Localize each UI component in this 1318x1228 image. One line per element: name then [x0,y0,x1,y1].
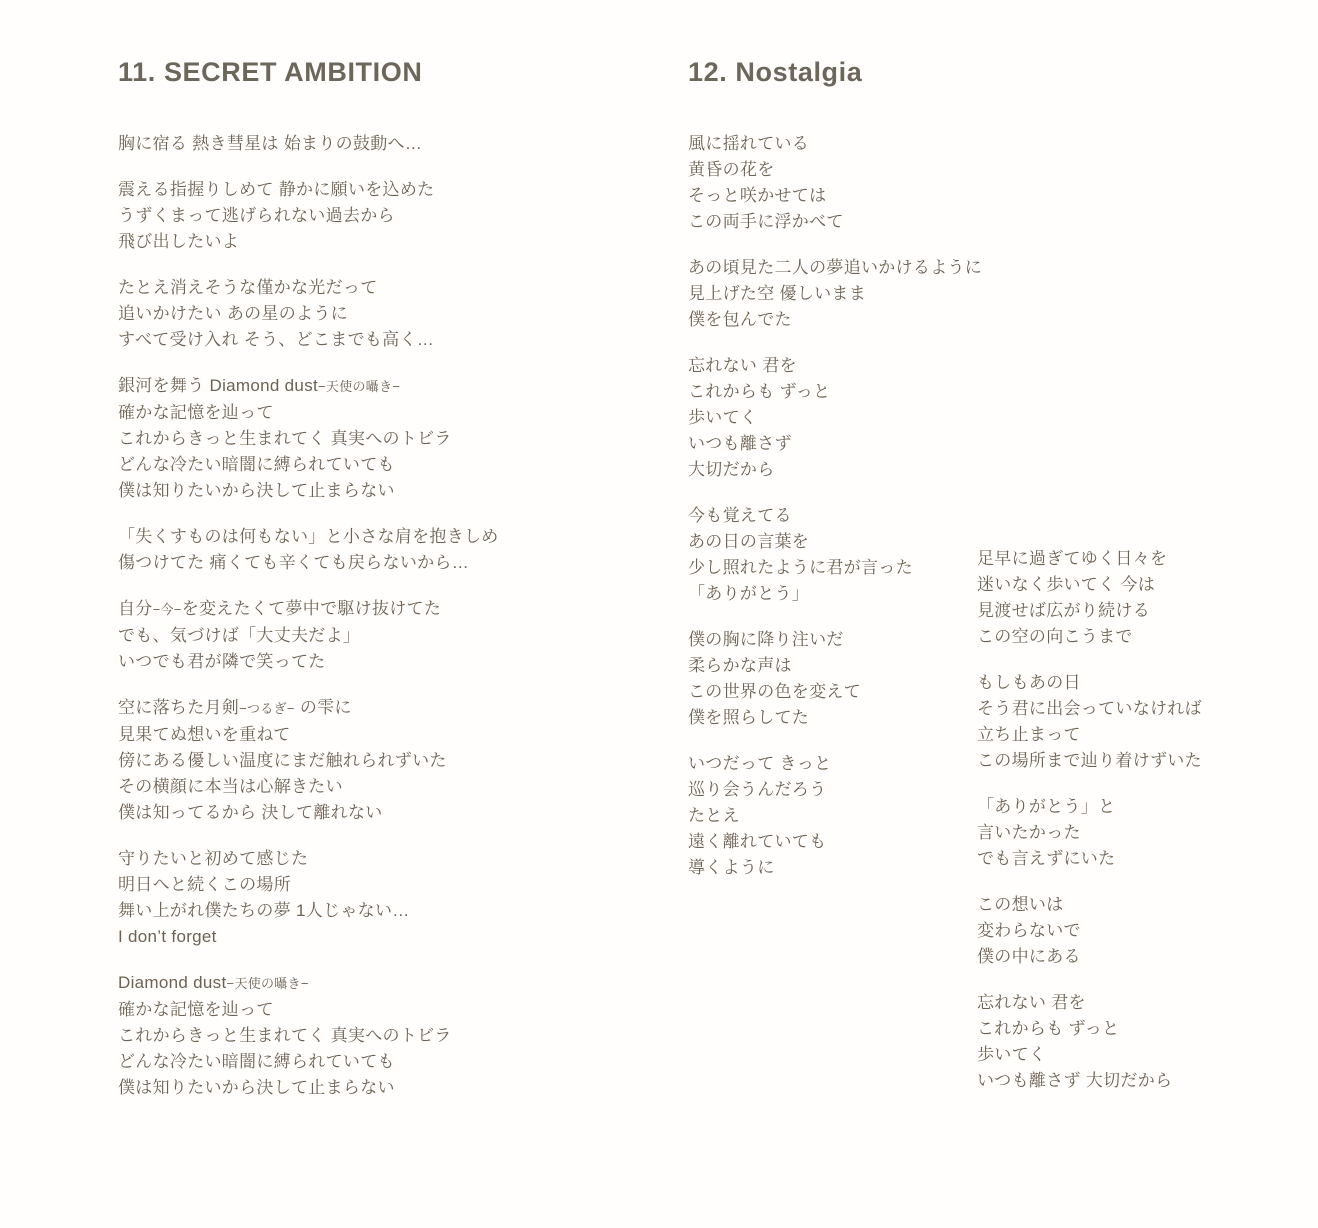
lyric-text: でも言えずにいた [977,849,1116,868]
lyric-text: いつも離さず [688,434,792,453]
lyric-line [118,301,518,327]
stanza [977,670,1318,774]
song-12-title: 12. Nostalgia [688,57,863,87]
lyric-line [688,555,998,581]
stanza [977,892,1318,970]
lyric-text: 巡り会うんだろう [688,780,827,799]
stanza [118,131,518,157]
lyric-line [977,918,1318,944]
lyric-line [688,529,998,555]
lyric-text: そっと咲かせては [688,186,827,205]
lyric-line [977,670,1318,696]
lyric-text: 風に揺れている [688,134,810,153]
lyric-text: 言いたかった [977,823,1081,842]
stanza [118,846,518,950]
lyric-text: 「失くすものは何もない」と小さな肩を抱きしめ [118,527,499,546]
song-12-lyrics-right [977,546,1318,1094]
lyric-text: を変えたくて夢中で駆け抜けてた [181,599,442,618]
stanza [118,373,518,504]
lyric-line [688,353,998,379]
lyric-text: これからも ずっと [688,382,831,401]
stanza [118,970,518,1101]
lyric-line [118,426,518,452]
lyric-line [118,275,518,301]
lyric-line [118,722,518,748]
lyric-text: 僕の胸に降り注いだ [688,630,844,649]
lyric-text: いつでも君が隣で笑ってた [118,652,326,671]
lyric-line [977,1016,1318,1042]
lyric-line [688,503,998,529]
song-11-column [118,57,518,1101]
lyric-text: これからきっと生まれてく 真実へのトビラ [118,1026,452,1045]
lyric-text: あの日の言葉を [688,532,810,551]
lyric-text: 僕は知ってるから 決して離れない [118,803,383,822]
lyric-text: 飛び出したいよ [118,232,240,251]
lyric-text: 黄昏の花を [688,160,775,179]
lyric-text: 導くように [688,858,775,877]
lyric-text: 僕を包んでた [688,310,792,329]
lyric-text: この世界の色を変えて [688,682,861,701]
song-12-column-right [977,546,1318,1094]
lyric-line [118,695,518,722]
song-12-column-left [688,57,998,881]
lyric-line [118,1023,518,1049]
lyric-text: この想いは [977,895,1064,914]
stanza [688,255,998,333]
lyric-text: この両手に浮かべて [688,212,844,231]
lyric-text: 大切だから [688,460,775,479]
lyric-line [977,624,1318,650]
lyric-text: 忘れない 君を [977,993,1086,1012]
lyric-text: 震える指握りしめて 静かに願いを込めた [118,180,435,199]
lyric-line [688,379,998,405]
lyric-line [977,944,1318,970]
lyric-text: 立ち止まって [977,725,1081,744]
stanza [688,627,998,731]
lyric-line [977,990,1318,1016]
lyric-text: 見果てぬ想いを重ねて [118,725,291,744]
lyric-text: 明日へと続くこの場所 [118,875,291,894]
lyric-line [688,829,998,855]
lyric-line [118,1075,518,1101]
lyric-text: もしもあの日 [977,673,1081,692]
lyric-line [118,131,518,157]
lyric-text: I don’t forget [118,927,217,946]
lyric-line [688,627,998,653]
song-12-lyrics-left [688,131,998,881]
lyric-line [118,970,518,997]
lyric-line [977,820,1318,846]
lyric-line [118,550,518,576]
annotation-small-text: −天使の囁き− [226,976,309,991]
lyric-text: 確かな記憶を辿って [118,1000,274,1019]
lyric-text: 迷いなく歩いてく 今は [977,575,1156,594]
lyric-text: 忘れない 君を [688,356,797,375]
lyric-line [118,872,518,898]
lyric-text: 今も覚えてる [688,506,792,525]
lyric-text: この場所まで辿り着けずいた [977,751,1202,770]
stanza [688,503,998,607]
lyric-text: 少し照れたように君が言った [688,558,913,577]
stanza [118,177,518,255]
lyric-line [688,705,998,731]
lyric-line [118,649,518,675]
lyric-line [118,400,518,426]
lyric-line [688,431,998,457]
lyric-line [688,777,998,803]
lyric-line [977,748,1318,774]
lyric-line [688,255,998,281]
lyric-text: 傍にある優しい温度にまだ触れられずいた [118,751,447,770]
lyric-line [688,803,998,829]
annotation-small-text: −天使の囁き− [318,379,401,394]
stanza [688,751,998,881]
lyric-text: この空の向こうまで [977,627,1133,646]
lyric-text: これからきっと生まれてく 真実へのトビラ [118,429,452,448]
lyric-line [977,892,1318,918]
lyric-text: たとえ消えそうな僅かな光だって [118,278,378,297]
lyric-line [688,209,998,235]
lyric-line [118,748,518,774]
lyric-text: 銀河を舞う Diamond dust [118,376,319,395]
lyric-text: たとえ [688,806,740,825]
lyric-text: 僕の中にある [977,947,1081,966]
lyric-line [118,898,518,924]
lyric-line [118,623,518,649]
lyric-text: 空に落ちた月剣 [118,698,240,717]
lyric-line [118,800,518,826]
lyric-line [118,774,518,800]
lyric-text: あの頃見た二人の夢追いかけるように [688,258,983,277]
song-11-title: 11. SECRET AMBITION [118,57,423,87]
lyric-text: 確かな記憶を辿って [118,403,274,422]
lyric-line [977,846,1318,872]
lyric-line [977,722,1318,748]
lyric-line [977,1042,1318,1068]
lyric-line [688,679,998,705]
lyric-text: これからも ずっと [977,1019,1120,1038]
stanza [118,524,518,576]
lyric-line [977,794,1318,820]
lyric-text: いつだって きっと [688,754,832,773]
lyric-text: 舞い上がれ僕たちの夢 1人じゃない… [118,901,410,920]
lyric-text: 僕を照らしてた [688,708,810,727]
lyric-text: 見上げた空 優しいまま [688,284,867,303]
lyric-line [118,846,518,872]
lyric-line [977,546,1318,572]
lyric-text: 追いかけたい あの星のように [118,304,348,323]
lyric-line [118,1049,518,1075]
lyric-text: どんな冷たい暗闇に縛られていても [118,455,395,474]
lyric-text: 足早に過ぎてゆく日々を [977,549,1168,568]
lyric-text: 歩いてく [977,1045,1047,1064]
lyric-line [118,924,518,950]
lyric-line [118,524,518,550]
lyric-text: 歩いてく [688,408,758,427]
stanza [688,353,998,483]
lyric-text: 「ありがとう」 [688,584,810,603]
lyric-line [688,307,998,333]
lyric-line [118,596,518,623]
lyric-line [118,452,518,478]
lyric-line [688,855,998,881]
lyric-text: の雫に [294,698,352,717]
lyric-text: いつも離さず 大切だから [977,1071,1173,1090]
lyric-text: うずくまって逃げられない過去から [118,206,395,225]
lyric-line [688,157,998,183]
lyric-text: どんな冷たい暗闇に縛られていても [118,1052,395,1071]
stanza [118,275,518,353]
song-11-lyrics [118,131,518,1101]
lyric-text: 僕は知りたいから決して止まらない [118,481,395,500]
lyric-text: 自分 [118,599,153,618]
lyric-line [977,696,1318,722]
lyric-text: 遠く離れていても [688,832,827,851]
lyric-line [688,131,998,157]
lyric-text: Diamond dust [118,973,227,992]
lyric-line [977,598,1318,624]
lyric-text: 変わらないで [977,921,1081,940]
lyric-text: 傷つけてた 痛くても辛くても戻らないから… [118,553,470,572]
stanza [688,131,998,235]
lyric-line [688,281,998,307]
lyric-text: そう君に出会っていなければ [977,699,1202,718]
lyric-line [118,373,518,400]
lyric-line [118,177,518,203]
lyric-line [977,572,1318,598]
annotation-small-text: −今− [152,602,182,617]
lyric-line [118,478,518,504]
lyric-text: 胸に宿る 熱き彗星は 始まりの鼓動へ… [118,134,423,153]
annotation-small-text: −つるぎ− [239,701,295,716]
lyric-text: その横顔に本当は心解きたい [118,777,343,796]
stanza [977,990,1318,1094]
lyric-text: 柔らかな声は [688,656,792,675]
lyric-text: すべて受け入れ そう、どこまでも高く… [118,330,435,349]
stanza [118,695,518,826]
lyric-text: 見渡せば広がり続ける [977,601,1150,620]
lyric-text: 「ありがとう」と [977,797,1116,816]
lyric-text: 守りたいと初めて感じた [118,849,309,868]
stanza [977,794,1318,872]
lyric-line [688,653,998,679]
stanza [118,596,518,675]
lyric-line [118,229,518,255]
lyric-line [977,1068,1318,1094]
lyric-line [688,751,998,777]
lyric-line [118,327,518,353]
lyric-line [118,203,518,229]
lyric-text: 僕は知りたいから決して止まらない [118,1078,395,1097]
lyric-line [688,405,998,431]
lyric-line [688,457,998,483]
stanza [977,546,1318,650]
lyric-line [118,997,518,1023]
lyric-line [688,183,998,209]
lyric-text: でも、気づけば「大丈夫だよ」 [118,626,361,645]
lyric-line [688,581,998,607]
